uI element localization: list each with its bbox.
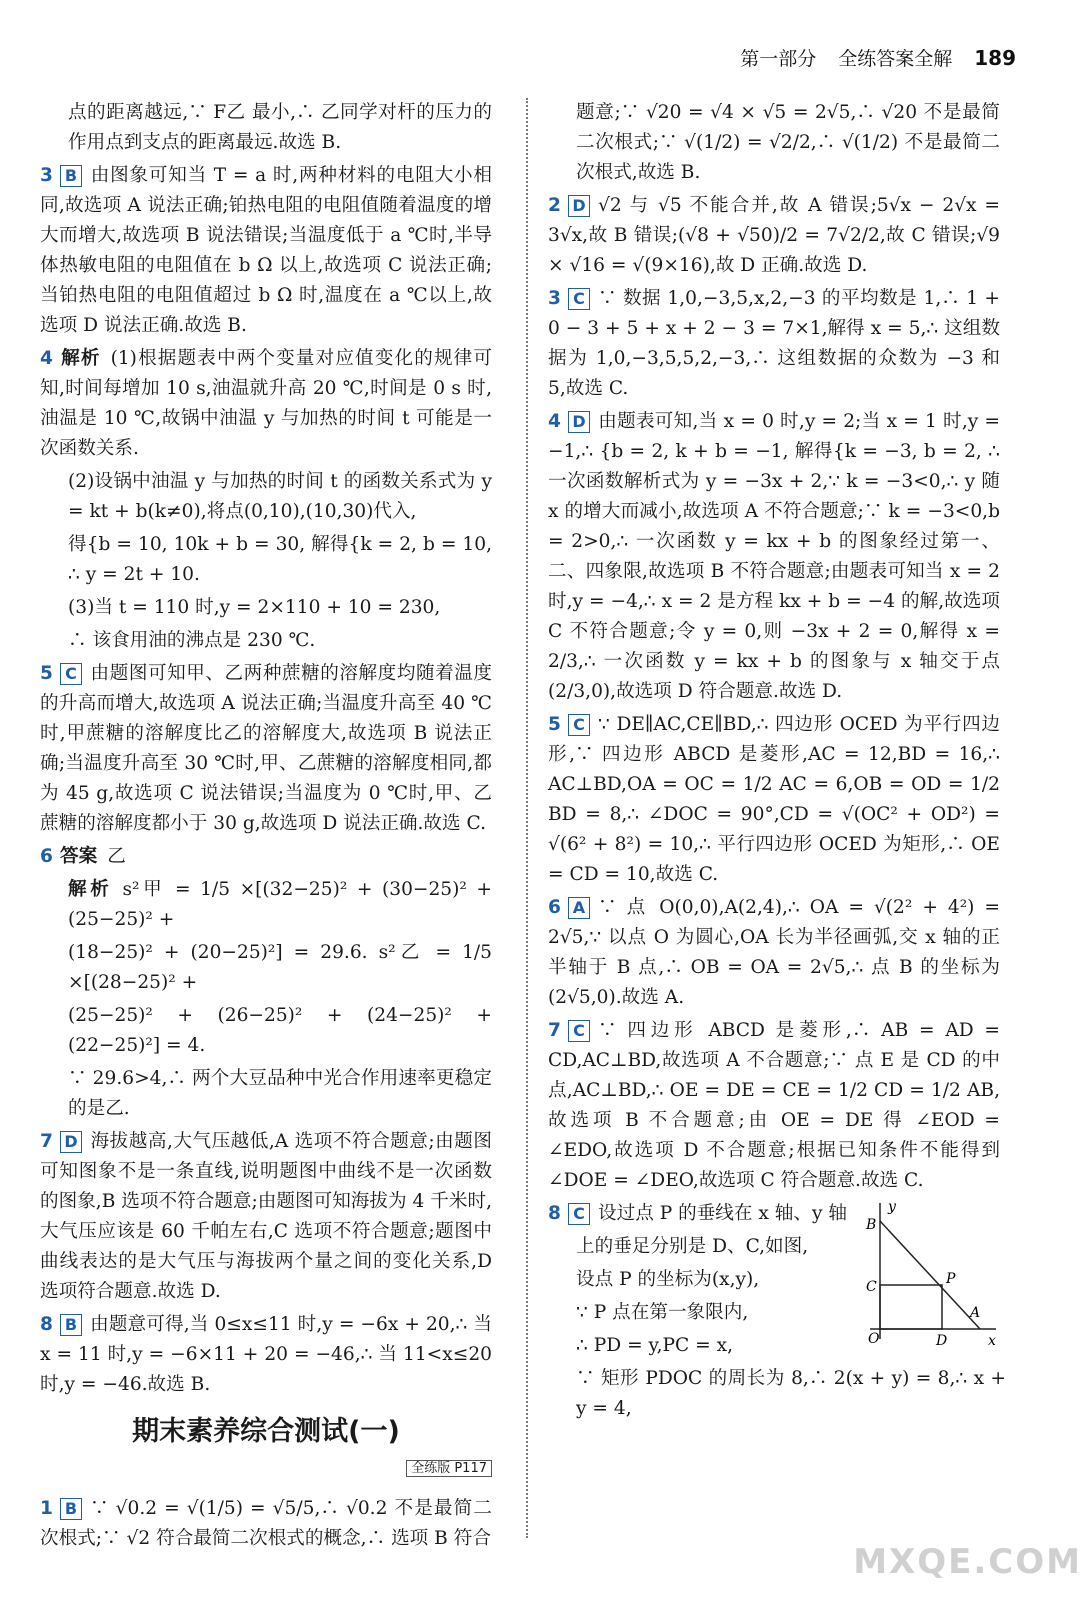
analysis-tag: 解析 — [68, 879, 113, 900]
equation-system: 得{b = 10, 10k + b = 30, 解得{k = 2, b = 10, ∴ y = 2t + 10. — [68, 534, 492, 585]
answer-badge: C — [568, 1020, 590, 1042]
item-number: 7 — [40, 1131, 53, 1152]
answer-tag: 答案 — [60, 846, 98, 867]
answer-badge: C — [568, 714, 590, 736]
answer-badge: C — [568, 1203, 590, 1225]
item-text: ∵ 矩形 PDOC 的周长为 8,∴ 2(x + y) = 8,∴ x + y = 4, — [576, 1368, 1006, 1419]
answer-badge: B — [60, 1314, 82, 1336]
column-divider — [526, 98, 528, 1538]
item-number: 6 — [40, 846, 53, 867]
item-text: ∴ PD = y,PC = x, — [576, 1335, 734, 1356]
answer-badge: B — [60, 1498, 82, 1520]
label-b: B — [866, 1217, 877, 1233]
item-text: 设过点 P 的垂线在 x 轴、y 轴 — [598, 1203, 847, 1224]
item-number: 7 — [548, 1020, 561, 1041]
page-number: 189 — [974, 46, 1016, 70]
item-text: ∵ 四边形 ABCD 是菱形,∴ AB = AD = CD,AC⊥BD,故选项 A 不合题意;∵ 点 E 是 CD 的中点,AC⊥BD,∴ OE = DE = CE = 1/2 CD = 1/2 AB,故选项 B 不合题意;由 OE = DE 得 ∠EOD = ∠EDO,故选项 D 不合题意;根据已知条件不能得到 ∠DOE = ∠DEO,故选项 C 符合题意.故选 C. — [548, 1020, 1000, 1191]
item-text: ∵ 点 O(0,0),A(2,4),∴ OA = √(2² + 4²) = 2√5,∵ 以点 O 为圆心,OA 长为半径画弧,交 x 轴的正半轴于 B 点,∴ OB = OA = 2√5,∴ 点 B 的坐标为(2√5,0).故选 A. — [548, 897, 1000, 1008]
left-column — [40, 98, 492, 1557]
item-text: (1)根据题表中两个变量对应值变化的规律可知,时间每增加 10 s,油温就升高 20 ℃,时间是 0 s 时,油温是 10 ℃,故锅中油温 y 与加热的时间 t 可能是一次函数关系. — [40, 348, 492, 459]
formula-line: (25−25)² + (26−25)² + (24−25)² + (22−25)²] = 4. — [68, 1005, 492, 1056]
answer-badge: D — [60, 1131, 82, 1153]
label-d: D — [936, 1333, 948, 1349]
answer-item-8 — [40, 1310, 492, 1400]
section-ref — [40, 1454, 492, 1484]
answer-badge: A — [568, 897, 590, 919]
answer-item-4 — [548, 407, 1000, 707]
item-number: 3 — [40, 165, 53, 186]
answer-item-2 — [548, 191, 1000, 281]
answer-item-5 — [40, 659, 492, 839]
paragraph: 题意;∵ √20 = √4 × √5 = 2√5,∴ √20 不是最简二次根式;∵ √(1/2) = √2/2,∴ √(1/2) 不是最简二次根式,故选 B. — [576, 102, 1000, 183]
answer-item-5 — [548, 710, 1000, 890]
answer-item-4 — [40, 344, 492, 656]
answer-item-3 — [40, 161, 492, 341]
item-text: 由题图可知甲、乙两种蔗糖的溶解度均随着温度的升高而增大,故选项 A 说法正确;当温度升高至 40 ℃时,甲蔗糖的溶解度比乙的溶解度大,故选项 B 说法正确;当温度升高至 30 ℃时,甲、乙蔗糖的溶解度相同,都为 45 g,故选项 C 说法错误;当温度为 0 ℃时,甲、乙蔗糖的溶解度都小于 30 g,故选项 D 说法正确.故选 C. — [40, 663, 492, 834]
answer-item-6 — [548, 893, 1000, 1013]
label-x: x — [988, 1333, 996, 1349]
item-text: ∵ P 点在第一象限内, — [576, 1302, 749, 1323]
answer-item-6 — [40, 842, 492, 1124]
header-subtitle: 全练答案全解 — [838, 48, 953, 70]
section-title: 期末素养综合测试(一) — [132, 1416, 400, 1447]
answer-item-7 — [548, 1016, 1000, 1196]
item-text: ∵ √0.2 = √(1/5) = √5/5,∴ √0.2 不是最简二次根式;∵ √2 符合最简二次根式的概念,∴ 选项 B 符合 — [40, 1498, 492, 1549]
item-text: 上的垂足分别是 D、C,如图, — [576, 1236, 809, 1257]
item-text: ∵ 数据 1,0,−3,5,x,2,−3 的平均数是 1,∴ 1 + 0 − 3 + 5 + x + 2 − 3 = 7×1,解得 x = 5,∴ 这组数据为 1,0,−3,5,5,2,−3,∴ 这组数据的众数为 −3 和 5,故选 C. — [548, 288, 1000, 399]
label-y: y — [888, 1199, 896, 1215]
item-number: 4 — [40, 348, 53, 369]
answer-item-t1 — [40, 1494, 492, 1554]
item-number: 2 — [548, 195, 561, 216]
formula-line: ∵ 29.6>4,∴ 两个大豆品种中光合作用速率更稳定的是乙. — [68, 1068, 492, 1119]
rectangle-pdoc — [880, 1285, 942, 1329]
line-ba — [880, 1221, 980, 1329]
label-c: C — [866, 1279, 877, 1295]
item-number: 5 — [548, 714, 561, 735]
item-text: 由题表可知,当 x = 0 时,y = 2;当 x = 1 时,y = −1,∴ {b = 2, k + b = −1, 解得{k = −3, b = 2, ∴ 一次函数解析式为 y = −3x + 2,∵ k = −3<0,∴ y 随 x 的增大而减小,故选项 A 不符合题意;∵ k = −3<0,b = 2>0,∴ 一次函数 y = kx + b 的图象经过第一、二、四象限,故选项 B 不符合题意;由题表可知当 x = 2 时,y = −4,∴ x = 2 是方程 kx + b = −4 的解,故选项 C 不符合题意;令 y = 0,则 −3x + 2 = 0,解得 x = 2/3,∴ 一次函数 y = kx + b 的图象与 x 轴交于点(2/3,0),故选项 D 符合题意.故选 D. — [548, 411, 1000, 702]
answer-item-3 — [548, 284, 1000, 404]
item-text: ∴ 该食用油的沸点是 230 ℃. — [68, 630, 316, 651]
label-a: A — [970, 1305, 981, 1321]
item-text: √2 与 √5 不能合并,故 A 错误;5√x − 2√x = 3√x,故 B 错误;(√8 + √50)/2 = 7√2/2,故 C 错误;√9 × √16 = √(9×16),故 D 正确.故选 D. — [548, 195, 1000, 276]
item-number: 8 — [40, 1314, 53, 1335]
answer-value: 乙 — [107, 846, 126, 867]
formula-line: (18−25)² + (20−25)²] = 29.6. s²乙 = 1/5 ×[(28−25)² + — [68, 942, 492, 993]
page-header — [740, 44, 1016, 71]
analysis-tag: 解析 — [60, 348, 101, 369]
item-number: 4 — [548, 411, 561, 432]
formula-line: s²甲 = 1/5 ×[(32−25)² + (30−25)² + (25−25)² + — [68, 879, 492, 930]
answer-badge: D — [568, 195, 590, 217]
paragraph: 点的距离越远,∵ F乙 最小,∴ 乙同学对杆的压力的作用点到支点的距离最远.故选 B. — [68, 102, 492, 153]
item-number: 6 — [548, 897, 561, 918]
label-o: O — [868, 1331, 880, 1347]
item-text: 由题意可得,当 0≤x≤11 时,y = −6x + 20,∴ 当 x = 11 时,y = −6×11 + 20 = −46,∴ 当 11<x≤20 时,y = −46.故选 B. — [40, 1314, 492, 1395]
right-column — [548, 98, 1006, 1427]
answer-item-7 — [40, 1127, 492, 1307]
answer-badge: B — [60, 165, 82, 187]
item-text: (3)当 t = 110 时,y = 2×110 + 10 = 230, — [68, 597, 441, 618]
item-text: 海拔越高,大气压越低,A 选项不符合题意;由题图可知图象不是一条直线,说明题图中曲线不是一次函数的图象,B 选项不符合题意;由题图可知海拔为 4 千米时,大气压应该是 60 千帕左右,C 选项不符合题意;题图中曲线表达的是大气压与海拔两个量之间的变化关系,D 选项符合题意.故选 D. — [40, 1131, 492, 1302]
item-number: 3 — [548, 288, 561, 309]
answer-item-8 — [548, 1199, 1006, 1424]
item-number: 1 — [40, 1498, 53, 1519]
item-text: ∵ DE∥AC,CE∥BD,∴ 四边形 OCED 为平行四边形,∵ 四边形 ABCD 是菱形,AC = 12,BD = 16,∴ AC⊥BD,OA = OC = 1/2 AC = 6,OB = OD = 1/2 BD = 8,∴ ∠DOC = 90°,CD = √(OC² + OD²) = √(6² + 8²) = 10,∴ 平行四边形 OCED 为矩形,∴ OE = CD = 10,故选 C. — [548, 714, 1000, 885]
item-text: (2)设锅中油温 y 与加热的时间 t 的函数关系式为 y = kt + b(k≠0),将点(0,10),(10,30)代入, — [68, 471, 492, 522]
item-text: 由图象可知当 T = a 时,两种材料的电阻大小相同,故选项 A 说法正确;铂热电阻的电阻值随着温度的增大而增大,故选项 B 说法错误;当温度低于 a ℃时,半导体热敏电阻的电阻值在 b Ω 以上,故选项 C 说法正确;当铂热电阻的电阻值超过 b Ω 时,温度在 a ℃以上,故选项 D 说法正确.故选 B. — [40, 165, 492, 336]
label-p: P — [946, 1271, 956, 1287]
watermark: MXQE.COM — [853, 1542, 1082, 1582]
answer-badge: D — [568, 411, 590, 433]
item-text: 设点 P 的坐标为(x,y), — [576, 1269, 760, 1290]
geometry-figure — [860, 1199, 1000, 1349]
header-section: 第一部分 — [740, 48, 817, 70]
item-number: 5 — [40, 663, 53, 684]
item-number: 8 — [548, 1203, 561, 1224]
answer-badge: C — [568, 288, 590, 310]
answer-badge: C — [60, 663, 82, 685]
section-ref-label: 全练版 P117 — [406, 1460, 492, 1477]
